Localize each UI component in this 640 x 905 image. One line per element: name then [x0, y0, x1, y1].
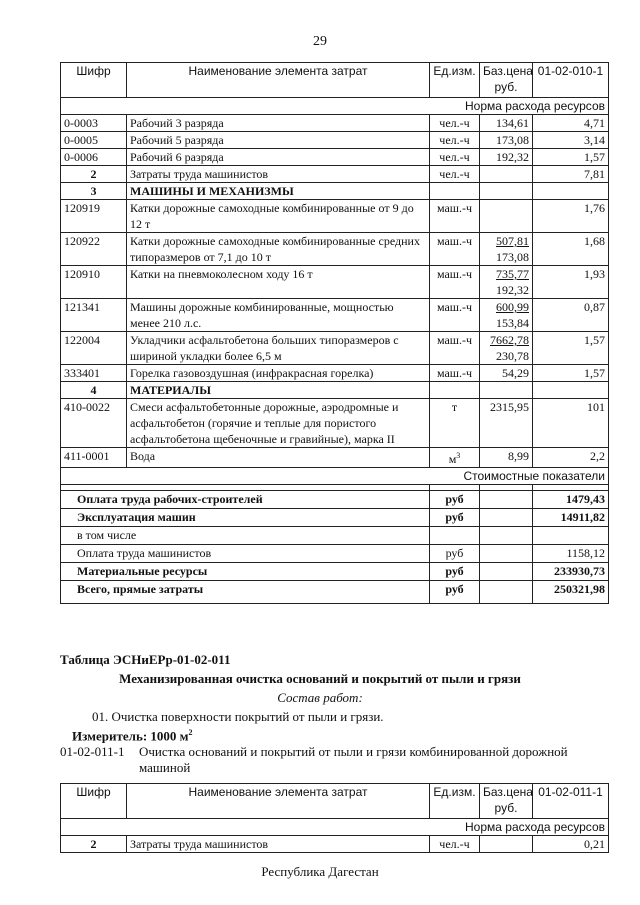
summary-row	[61, 509, 609, 527]
row-code: 120910	[61, 266, 127, 299]
row-code: 0-0003	[61, 115, 127, 132]
row-price-operator: 173,08	[496, 250, 529, 264]
norm-label: Норма расхода ресурсов	[61, 98, 609, 115]
row-name: Катки на пневмоколесном ходу 16 т	[127, 266, 430, 299]
meter-label: Измеритель: 1000 $м^2$	[72, 728, 193, 744]
row-price-operator: 230,78	[496, 349, 529, 363]
row-unit: маш.-ч	[430, 332, 480, 365]
table-row	[61, 149, 609, 166]
work-item: 01. Очистка поверхности покрытий от пыли и грязи.	[92, 709, 384, 724]
section-title: МАТЕРИАЛЫ	[127, 382, 430, 399]
header-code: Шифр	[61, 63, 127, 98]
row-price: 192,32	[480, 149, 533, 166]
summary-value: 1479,43	[533, 491, 609, 509]
row-value: 7,81	[533, 166, 609, 183]
row-name: Вода	[127, 448, 430, 468]
row-price: 173,08	[480, 132, 533, 149]
summary-unit	[430, 527, 480, 545]
row-name: Рабочий 5 разряда	[127, 132, 430, 149]
table-row	[61, 399, 609, 448]
summary-name: Эксплуатация машин	[61, 509, 430, 527]
summary-row	[61, 527, 609, 545]
row-unit: маш.-ч	[430, 233, 480, 266]
row-name: Укладчики асфальтобетона больших типоразмеров с шириной укладки более 6,5 м	[127, 332, 430, 365]
table-row	[61, 266, 609, 299]
header-name: Наименование элемента затрат	[127, 784, 430, 819]
table-row	[61, 132, 609, 149]
labor-row	[61, 836, 609, 853]
row-unit: маш.-ч	[430, 200, 480, 233]
row-value: 1,93	[533, 266, 609, 299]
row-value: 1,57	[533, 332, 609, 365]
summary-value: 1158,12	[533, 545, 609, 563]
header-norm: 01-02-010-1	[533, 63, 609, 98]
table-row	[61, 233, 609, 266]
row-name: Смеси асфальтобетонные дорожные, аэродромные и асфальтобетон (горячие и теплые для пористого асфальтобетона щебеночные и гравийные), марка II	[127, 399, 430, 448]
row-price-machine: 507,81	[496, 234, 529, 248]
resource-table-2	[60, 783, 609, 853]
row-code: 2	[61, 166, 127, 183]
row-unit: т	[430, 399, 480, 448]
header-name: Наименование элемента затрат	[127, 63, 430, 98]
work-composition-label: Состав работ:	[277, 690, 363, 705]
row-price: 8,99	[480, 448, 533, 468]
summary-unit: руб	[430, 545, 480, 563]
row-value: 1,76	[533, 200, 609, 233]
summary-value	[533, 527, 609, 545]
norm-label-row	[61, 819, 609, 836]
summary-value: 250321,98	[533, 581, 609, 604]
summary-unit: руб	[430, 563, 480, 581]
summary-name: Всего, прямые затраты	[61, 581, 430, 604]
row-code: 410-0022	[61, 399, 127, 448]
row-code: 0-0006	[61, 149, 127, 166]
section-row-materials	[61, 382, 609, 399]
row-value: 1,57	[533, 365, 609, 382]
cost-label-row	[61, 468, 609, 485]
header-price: Баз.цена руб.	[480, 784, 533, 819]
labor-row	[61, 166, 609, 183]
row-code: 0-0005	[61, 132, 127, 149]
row-value: 2,2	[533, 448, 609, 468]
row-price: 54,29	[480, 365, 533, 382]
row-value: 0,87	[533, 299, 609, 332]
summary-name: Оплата труда машинистов	[61, 545, 430, 563]
row-unit: маш.-ч	[430, 365, 480, 382]
header-norm: 01-02-011-1	[533, 784, 609, 819]
row-value: 101	[533, 399, 609, 448]
row-unit: чел.-ч	[430, 166, 480, 183]
table-title: Таблица ЭСНиЕРр-01-02-011	[60, 652, 231, 667]
row-value: 3,14	[533, 132, 609, 149]
table-header-row	[61, 784, 609, 819]
summary-name: в том числе	[61, 527, 430, 545]
table-row	[61, 299, 609, 332]
row-price-machine: 600,99	[496, 300, 529, 314]
row-name: Рабочий 3 разряда	[127, 115, 430, 132]
row-price-machine: 735,77	[496, 267, 529, 281]
table-row	[61, 332, 609, 365]
row-code: 120922	[61, 233, 127, 266]
item-description: Очистка оснований и покрытий от пыли и грязи комбинированной дорожной	[139, 744, 568, 759]
table-row	[61, 448, 609, 468]
table-row	[61, 115, 609, 132]
row-price-operator: 153,84	[496, 316, 529, 330]
row-value: 1,57	[533, 149, 609, 166]
cost-label: Стоимостные показатели	[61, 468, 609, 485]
summary-row	[61, 491, 609, 509]
summary-unit: руб	[430, 491, 480, 509]
row-price: 134,61	[480, 115, 533, 132]
row-value: 0,21	[533, 836, 609, 853]
row-code: 2	[61, 836, 127, 853]
summary-row	[61, 563, 609, 581]
header-unit: Ед.изм.	[430, 784, 480, 819]
item-code: 01-02-011-1	[60, 744, 125, 759]
row-name: Катки дорожные самоходные комбинированные средних типоразмеров от 7,1 до 10 т	[127, 233, 430, 266]
norm-label: Норма расхода ресурсов	[61, 819, 609, 836]
summary-name: Оплата труда рабочих-строителей	[61, 491, 430, 509]
row-code: 411-0001	[61, 448, 127, 468]
row-value: 4,71	[533, 115, 609, 132]
section-title: МАШИНЫ И МЕХАНИЗМЫ	[127, 183, 430, 200]
row-code: 121341	[61, 299, 127, 332]
page-footer: Республика Дагестан	[261, 864, 379, 879]
row-unit: чел.-ч	[430, 836, 480, 853]
page-number: 29	[313, 34, 327, 49]
summary-unit: руб	[430, 509, 480, 527]
header-unit: Ед.изм.	[430, 63, 480, 98]
row-unit: маш.-ч	[430, 299, 480, 332]
section-heading: Механизированная очистка оснований и покрытий от пыли и грязи	[119, 671, 521, 686]
norm-label-row	[61, 98, 609, 115]
row-unit: маш.-ч	[430, 266, 480, 299]
item-description-cont: машиной	[139, 760, 191, 775]
summary-value: 14911,82	[533, 509, 609, 527]
row-name: Затраты труда машинистов	[127, 836, 430, 853]
row-name: Затраты труда машинистов	[127, 166, 430, 183]
row-name: Рабочий 6 разряда	[127, 149, 430, 166]
row-name: Машины дорожные комбинированные, мощностью менее 210 л.с.	[127, 299, 430, 332]
row-value: 1,68	[533, 233, 609, 266]
summary-unit: руб	[430, 581, 480, 604]
header-price: Баз.цена руб.	[480, 63, 533, 98]
summary-row	[61, 581, 609, 604]
row-price-operator: 192,32	[496, 283, 529, 297]
row-code: 120919	[61, 200, 127, 233]
row-name: Горелка газовоздушная (инфракрасная горелка)	[127, 365, 430, 382]
row-unit: чел.-ч	[430, 115, 480, 132]
section-row-machines	[61, 183, 609, 200]
row-unit: $м^3$	[430, 448, 480, 468]
section-code: 3	[61, 183, 127, 200]
row-code: 333401	[61, 365, 127, 382]
row-unit: чел.-ч	[430, 149, 480, 166]
table-row	[61, 200, 609, 233]
row-unit: чел.-ч	[430, 132, 480, 149]
summary-value: 233930,73	[533, 563, 609, 581]
row-code: 122004	[61, 332, 127, 365]
table-row	[61, 365, 609, 382]
row-price: 2315,95	[480, 399, 533, 448]
header-code: Шифр	[61, 784, 127, 819]
summary-row	[61, 545, 609, 563]
row-price-machine: 7662,78	[490, 333, 529, 347]
resource-table-1	[60, 62, 609, 604]
section-code: 4	[61, 382, 127, 399]
summary-name: Материальные ресурсы	[61, 563, 430, 581]
row-name: Катки дорожные самоходные комбинированные от 9 до 12 т	[127, 200, 430, 233]
table-header-row	[61, 63, 609, 98]
